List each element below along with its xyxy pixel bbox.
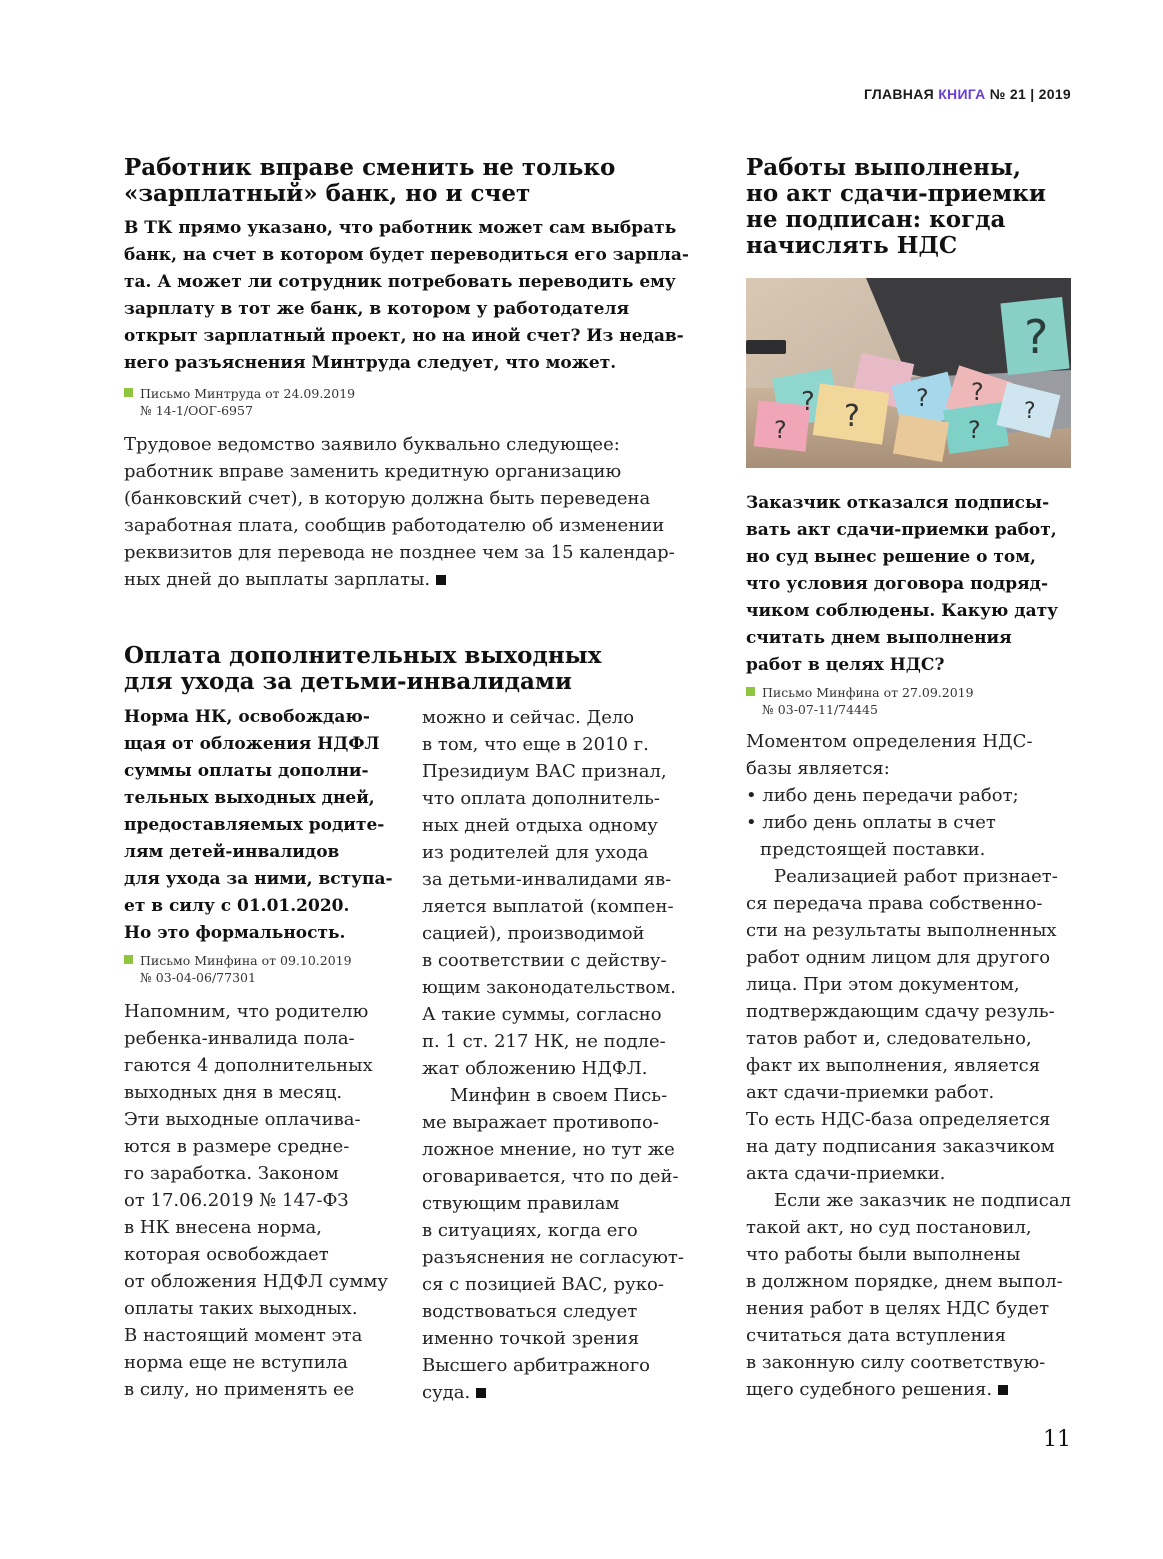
svg-text:?: ? bbox=[971, 378, 984, 406]
issue-number: № 21 | 2019 bbox=[989, 86, 1071, 102]
end-of-article-icon bbox=[998, 1385, 1008, 1395]
question-marks-photo bbox=[746, 278, 1071, 468]
article-1-body: Трудовое ведомство заявило буквально следующее: работник вправе заменить кредитную организацию (банковский счет), в которую должна быть переведена заработная плата, сообщив работодателю об изменении реквизитов для перевода не позднее чем за 15 календар- ных дней до выплаты зарплаты. bbox=[124, 434, 675, 590]
magazine-title-a: ГЛАВНАЯ bbox=[863, 86, 934, 102]
bullet-continuation: предстоящей поставки. bbox=[760, 839, 986, 860]
article-1-source: Письмо Минтруда от 24.09.2019 № 14-1/ООГ-6957 bbox=[124, 385, 704, 419]
article-3-lead: Заказчик отказался подписы- вать акт сдачи-приемки работ, но суд вынес решение о том, что условия договора подряд- чиком соблюдены. Какую дату считать днем выполнения работ в целях НДС? bbox=[746, 493, 1059, 675]
article-3-body: Моментом определения НДС- базы является: • либо день передачи работ; • либо день оплаты в счет предстоящей поставки. Реализацией работ признает- ся передача права собственно- сти на результаты выполненных работ одним лицом для другого лица. При этом документом, подтверждающим сдачу резуль- татов работ и, следовательно, факт их выполнения, является акт сдачи-приемки работ. То есть НДС-база определяется на дату подписания заказчиком акта сдачи-приемки. Если же заказчик не подписал такой акт, но суд постановил, что работы были выполнены в должном порядке, днем выпол- нения работ в целях НДС будет считаться дата вступления в законную силу соответствую- щего судебного решения. bbox=[746, 728, 1076, 1403]
svg-text:?: ? bbox=[801, 387, 815, 417]
svg-text:?: ? bbox=[968, 416, 981, 444]
article-2 bbox=[124, 643, 704, 695]
article-3-content bbox=[746, 490, 1076, 1403]
article-3-title: Работы выполнены, но акт сдачи-приемки не подписан: когда начислять НДС bbox=[746, 154, 1046, 259]
page-number: 11 bbox=[1043, 1427, 1071, 1452]
source-marker-icon bbox=[746, 687, 755, 696]
running-header bbox=[864, 86, 1071, 102]
source-marker-icon bbox=[124, 388, 133, 397]
source-marker-icon bbox=[124, 955, 133, 964]
svg-text:?: ? bbox=[774, 416, 787, 444]
svg-text:?: ? bbox=[1024, 310, 1049, 364]
article-3-header bbox=[746, 155, 1076, 259]
article-1 bbox=[124, 155, 704, 593]
article-2-body-col2: можно и сейчас. Дело в том, что еще в 2010 г. Президиум ВАС признал, что оплата дополнитель- ных дней отдыха одному из родителей для ухода за детьми-инвалидами яв- ляется выплатой (компен- сацией), производимой в соответствии с действу- ющим законодательством. А такие суммы, согласно п. 1 ст. 217 НК, не подле- жат обложению НДФЛ. Минфин в своем Пись- ме выражает противопо- ложное мнение, но тут же оговаривается, что по дей- ствующим правилам в ситуациях, когда его разъяснения не согласуют- ся с позицией ВАС, руко- водствоваться следует именно точкой зрения Высшего арбитражного суда. bbox=[422, 707, 684, 1403]
end-of-article-icon bbox=[436, 575, 446, 585]
bullet-item: • либо день передачи работ; bbox=[746, 785, 1019, 806]
article-1-title: Работник вправе сменить не только «зарплатный» банк, но и счет bbox=[124, 154, 616, 207]
article-2-body-col1: Напомним, что родителю ребенка-инвалида пола- гаются 4 дополнительных выходных дня в месяц. Эти выходные оплачива- ются в размере средне- го заработка. Законом от 17.06.2019 № 147-ФЗ в НК внесена норма, которая освобождает от обложения НДФЛ сумму оплаты таких выходных. В настоящий момент эта норма еще не вступила в силу, но применять ее bbox=[124, 1001, 389, 1400]
article-2-column-1 bbox=[124, 704, 414, 1403]
photo-illustration bbox=[746, 278, 1071, 468]
magazine-title-b: КНИГА bbox=[938, 86, 986, 102]
bullet-item: • либо день оплаты в счет bbox=[746, 812, 996, 833]
article-2-column-2 bbox=[422, 704, 712, 1406]
end-of-article-icon bbox=[476, 1388, 486, 1398]
article-2-title: Оплата дополнительных выходных для ухода за детьми-инвалидами bbox=[124, 642, 602, 695]
article-3-source: Письмо Минфина от 27.09.2019 № 03-07-11/74445 bbox=[746, 684, 1076, 718]
svg-text:?: ? bbox=[916, 384, 929, 412]
svg-text:?: ? bbox=[844, 399, 860, 434]
article-2-source: Письмо Минфина от 09.10.2019 № 03-04-06/77301 bbox=[124, 952, 414, 986]
svg-text:?: ? bbox=[1024, 399, 1036, 424]
article-1-lead: В ТК прямо указано, что работник может сам выбрать банк, на счет в котором будет переводиться его зарпла- та. А может ли сотрудник потребовать переводить ему зарплату в тот же банк, в котором у работодателя открыт зарплатный проект, но на иной счет? Из недав- него разъяснения Минтруда следует, что может. bbox=[124, 218, 689, 373]
article-2-lead: Норма НК, освобождаю- щая от обложения НДФЛ суммы оплаты дополни- тельных выходных дней, предоставляемых родите- лям детей-инвалидов для ухода за ними, вступа- ет в силу с 01.01.2020. Но это формальность. bbox=[124, 707, 393, 943]
